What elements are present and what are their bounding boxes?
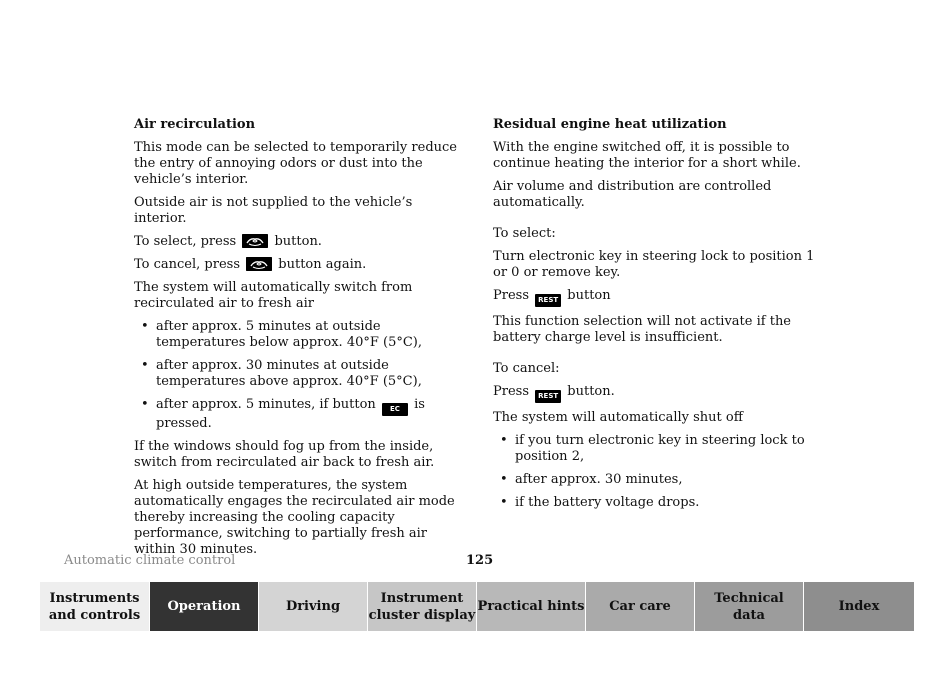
list-item: • after approx. 30 minutes, [493, 472, 825, 488]
tab-label: Driving [285, 599, 341, 614]
list-item: • if you turn electronic key in steering lock to position 2, [493, 433, 825, 465]
instruction-text: To select, press [134, 234, 237, 249]
tab-operation[interactable] [150, 582, 259, 631]
list-item [134, 397, 464, 432]
bullet-list [493, 433, 825, 511]
list-item: • after approx. 30 minutes at outside temperatures above approx. 40°F (5°C), [134, 358, 464, 390]
instruction-text: button. [274, 234, 322, 249]
to-cancel-label: To cancel: [493, 361, 560, 376]
paragraph: Outside air is not supplied to the vehicle’s interior. [134, 195, 413, 226]
tab-label: Practical hints [477, 599, 585, 614]
instruction-text: button again. [278, 257, 367, 272]
left-column [134, 117, 464, 565]
cancel-instruction [134, 257, 464, 273]
list-item-text: after approx. 5 minutes, if button [156, 397, 376, 412]
instruction-text: Press [493, 288, 529, 303]
chapter-tabs [40, 582, 914, 631]
instruction-text: Press [493, 384, 529, 399]
list-item-text: is pressed. [156, 397, 425, 431]
paragraph: This mode can be selected to temporarily reduce the entry of annoying odors or dust into the vehicle’s interior. [134, 140, 457, 187]
page-number: 125 [466, 553, 494, 568]
tab-label: Operation [167, 599, 241, 614]
list-item: • after approx. 5 minutes at outside temperatures below approx. 40°F (5°C), [134, 319, 464, 351]
right-column [493, 117, 825, 518]
bullet-list [134, 319, 464, 432]
paragraph: At high outside temperatures, the system automatically engages the recirculated air mode thereby increasing the cooling capacity performance, switching to partially fresh air within 30 minutes. [134, 478, 455, 557]
paragraph: If the windows should fog up from the inside, switch from recirculated air back to fresh air. [134, 439, 435, 470]
tab-car-care[interactable] [586, 582, 695, 631]
tab-practical-hints[interactable] [477, 582, 586, 631]
select-instruction [134, 234, 464, 250]
rest-button-icon: REST [535, 390, 561, 403]
section-heading-air-recirculation: Air recirculation [134, 117, 256, 132]
tab-label: data [733, 607, 765, 623]
instruction-text: To cancel, press [134, 257, 240, 272]
section-heading-residual-heat: Residual engine heat utilization [493, 117, 727, 132]
paragraph: Turn electronic key in steering lock to position 1 or 0 or remove key. [493, 249, 815, 280]
press-rest-instruction [493, 288, 825, 307]
instruction-text: button [567, 288, 611, 303]
tab-label: Car care [609, 599, 671, 614]
paragraph: The system will automatically shut off [493, 410, 743, 425]
tab-label: cluster display [368, 607, 476, 623]
tab-label: Technical [714, 590, 784, 606]
tab-label: Index [838, 599, 880, 614]
instruction-text: button. [567, 384, 615, 399]
paragraph: With the engine switched off, it is possible to continue heating the interior for a short while. [493, 140, 801, 171]
tab-label: Instruments [49, 590, 140, 606]
tab-instruments-and-controls[interactable] [40, 582, 150, 631]
paragraph: Air volume and distribution are controlled automatically. [493, 179, 772, 210]
paragraph: The system will automatically switch from recirculated air to fresh air [134, 280, 413, 311]
paragraph: This function selection will not activate if the battery charge level is insufficient. [493, 314, 792, 345]
tab-technical-data[interactable] [695, 582, 804, 631]
recirculation-button-icon [246, 257, 272, 271]
list-item: • if the battery voltage drops. [493, 495, 825, 511]
ec-button-icon: EC [382, 403, 408, 416]
tab-driving[interactable] [259, 582, 368, 631]
footer-section-title: Automatic climate control [64, 553, 236, 568]
tab-label: Instrument [380, 590, 464, 606]
tab-label: and controls [48, 607, 141, 623]
rest-button-icon: REST [535, 294, 561, 307]
tab-index[interactable] [804, 582, 914, 631]
recirculation-button-icon [242, 234, 268, 248]
tab-instrument-cluster-display[interactable] [368, 582, 477, 631]
to-select-label: To select: [493, 226, 556, 241]
press-rest-cancel-instruction [493, 384, 825, 403]
